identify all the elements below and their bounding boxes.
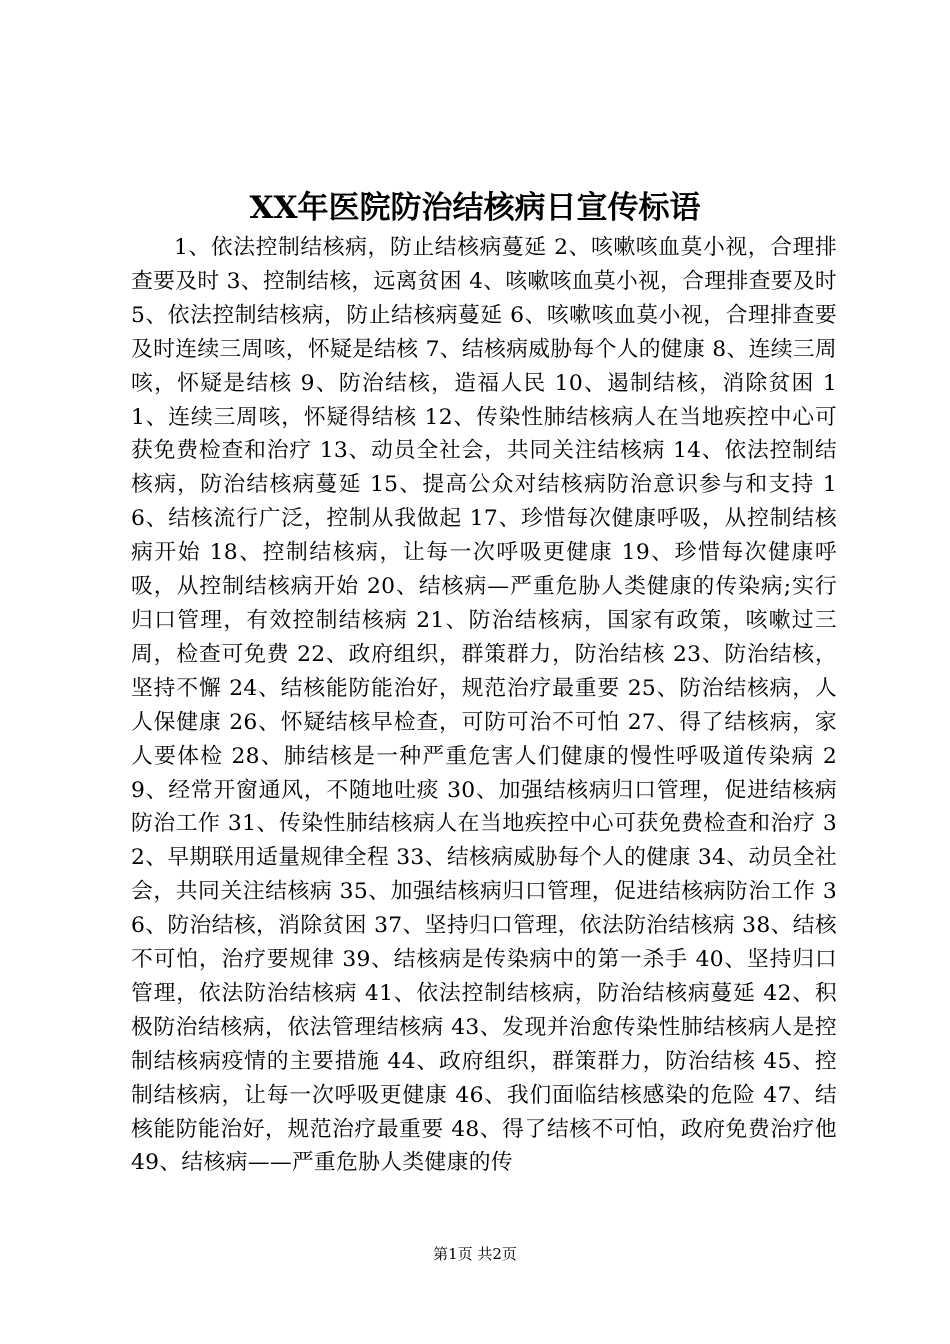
- page-number-footer: 第1页 共2页: [433, 1245, 517, 1263]
- document-body: 1、依法控制结核病，防止结核病蔓延 2、咳嗽咳血莫小视，合理排查要及时 3、控制结核，远离贫困 4、咳嗽咳血莫小视，合理排查要及时 5、依法控制结核病，防止结核病蔓延 6、咳嗽咳血莫小视，合理排查要及时连续三周咳，怀疑是结核 7、结核病威胁每个人的健康 8、连续三周咳，怀疑是结核 9、防治结核，造福人民 10、遏制结核，消除贫困 11、连续三周咳，怀疑得结核 12、传染性肺结核病人在当地疾控中心可获免费检查和治疗 13、动员全社会，共同关注结核病 14、依法控制结核病，防治结核病蔓延 15、提高公众对结核病防治意识参与和支持 16、结核流行广泛，控制从我做起 17、珍惜每次健康呼吸，从控制结核病开始 18、控制结核病，让每一次呼吸更健康 19、珍惜每次健康呼吸，从控制结核病开始 20、结核病—严重危胁人类健康的传染病;实行归口管理，有效控制结核病 21、防治结核病，国家有政策，咳嗽过三周，检查可免费 22、政府组织，群策群力，防治结核 23、防治结核，坚持不懈 24、结核能防能治好，规范治疗最重要 25、防治结核病，人人保健康 26、怀疑结核早检查，可防可治不可怕 27、得了结核病，家人要体检 28、肺结核是一种严重危害人们健康的慢性呼吸道传染病 29、经常开窗通风，不随地吐痰 30、加强结核病归口管理，促进结核病防治工作 31、传染性肺结核病人在当地疾控中心可获免费检查和治疗 32、早期联用适量规律全程 33、结核病威胁每个人的健康 34、动员全社会，共同关注结核病 35、加强结核病归口管理，促进结核病防治工作 36、防治结核，消除贫困 37、坚持归口管理，依法防治结核病 38、结核不可怕，治疗要规律 39、结核病是传染病中的第一杀手 40、坚持归口管理，依法防治结核病 41、依法控制结核病，防治结核病蔓延 42、积极防治结核病，依法管理结核病 43、发现并治愈传染性肺结核病人是控制结核病疫情的主要措施 44、政府组织，群策群力，防治结核 45、控制结核病，让每一次呼吸更健康 46、我们面临结核感染的危险 47、结核能防能治好，规范治疗最重要 48、得了结核不可怕，政府免费治疗他 49、结核病——严重危胁人类健康的传: [131, 235, 837, 1176]
- document-title: XX年医院防治结核病日宣传标语: [249, 190, 701, 226]
